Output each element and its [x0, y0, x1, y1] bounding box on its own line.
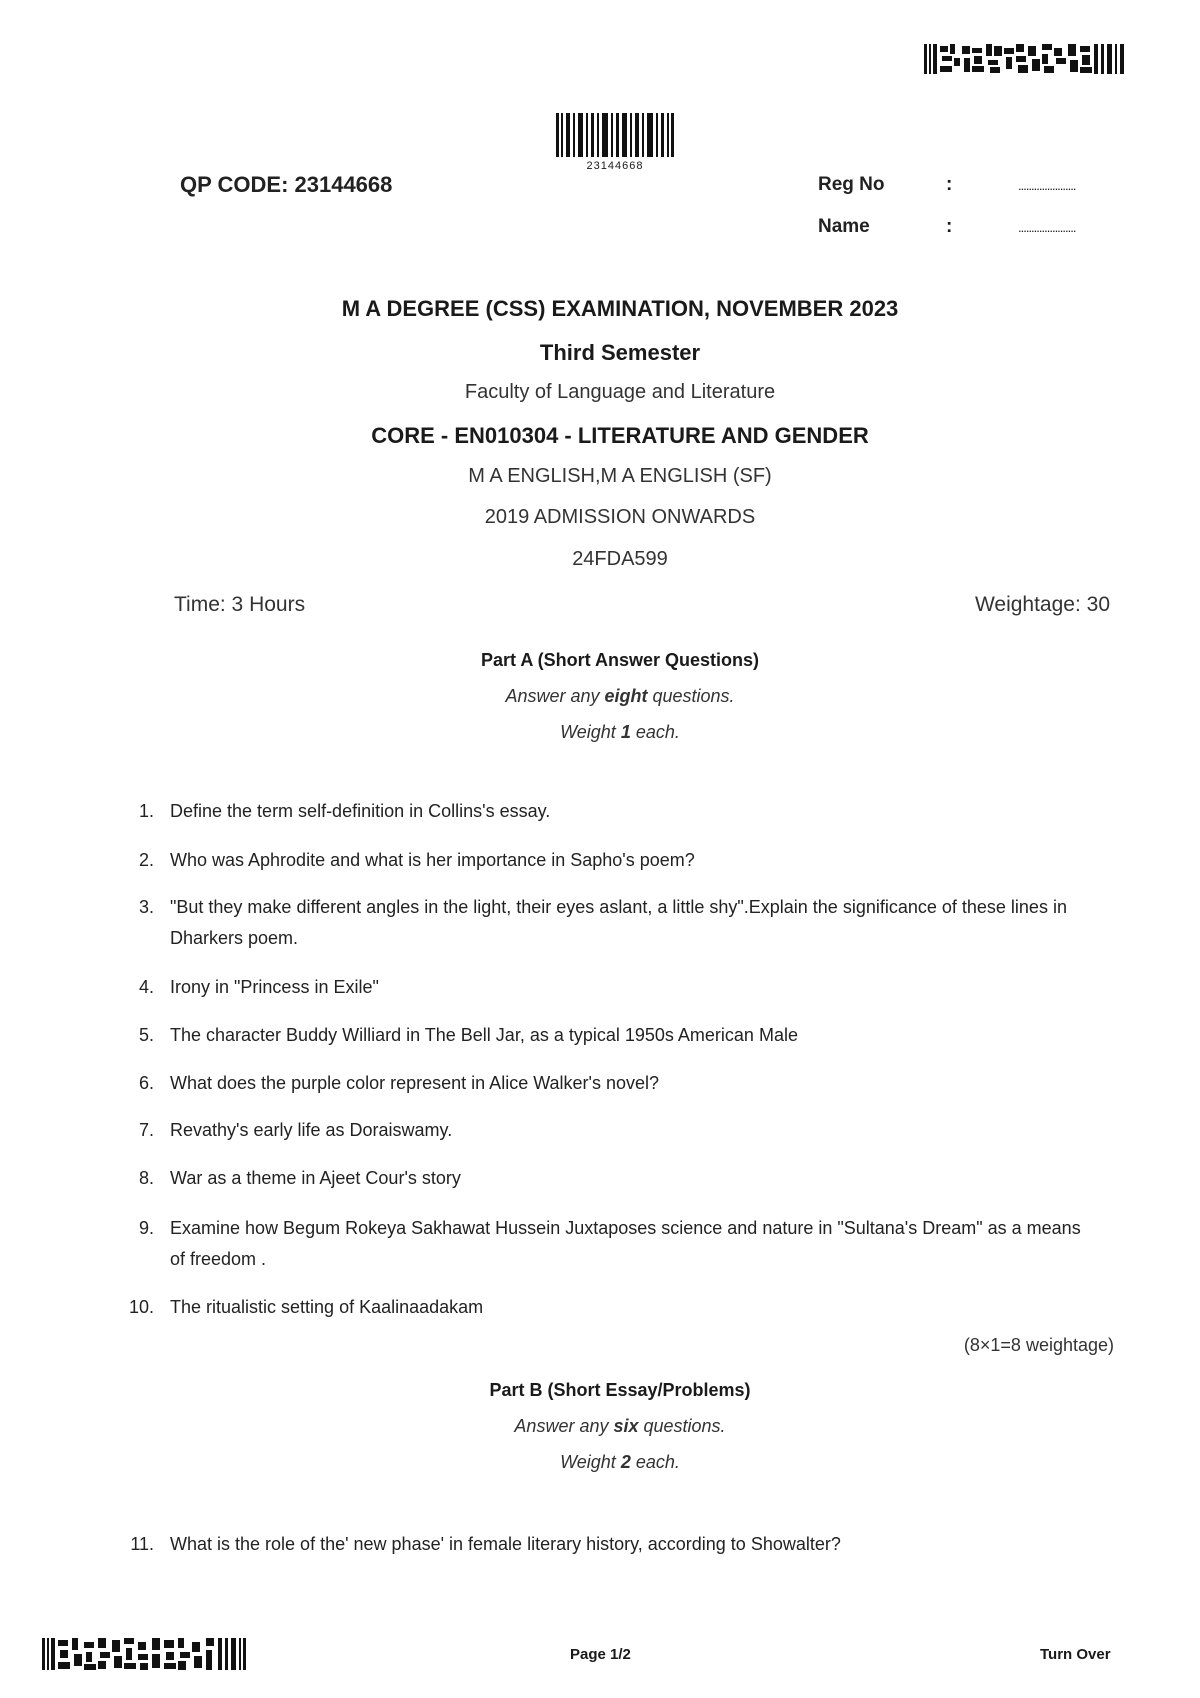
- question-text: Irony in "Princess in Exile": [170, 977, 379, 997]
- name-colon: :: [946, 216, 953, 237]
- semester: Third Semester: [539, 340, 701, 365]
- paper-code: 24FDA599: [572, 548, 668, 570]
- programme: M A ENGLISH,M A ENGLISH (SF): [468, 465, 772, 487]
- qp-code-barcode: [556, 113, 674, 157]
- question-number: 2.: [138, 850, 154, 870]
- question-number: 7.: [138, 1120, 154, 1140]
- bottom-left-barcode: [42, 1638, 246, 1670]
- part-b-weight: Weight 2 each.: [560, 1452, 680, 1472]
- question-number: 3.: [138, 897, 154, 917]
- question-text: Define the term self-definition in Collins's essay.: [170, 801, 551, 821]
- question-text: Examine how Begum Rokeya Sakhawat Hussein Juxtaposes science and nature in "Sultana's Dream" as a means of freedom .: [170, 1218, 1081, 1269]
- question-text: "But they make different angles in the light, their eyes aslant, a little shy".Explain the significance of these lines in Dharkers poem.: [170, 897, 1067, 948]
- question-number: 5.: [138, 1025, 154, 1045]
- name-label: Name: [818, 216, 870, 237]
- top-right-barcode: [924, 44, 1128, 74]
- question-text: War as a theme in Ajeet Cour's story: [170, 1168, 461, 1188]
- question-text: The ritualistic setting of Kaalinaadakam: [170, 1297, 484, 1317]
- total-weightage: Weightage: 30: [974, 593, 1110, 616]
- reg-no-label: Reg No: [818, 174, 885, 195]
- exam-title: M A DEGREE (CSS) EXAMINATION, NOVEMBER 2023: [341, 296, 899, 321]
- question-text: The character Buddy Williard in The Bell Jar, as a typical 1950s American Male: [170, 1025, 798, 1045]
- part-b-title: Part B (Short Essay/Problems): [489, 1380, 751, 1400]
- part-a-marks: (8×1=8 weightage): [963, 1335, 1114, 1355]
- question-text: What does the purple color represent in Alice Walker's novel?: [170, 1073, 660, 1093]
- part-a-instruction: Answer any eight questions.: [505, 686, 735, 706]
- time-allowed: Time: 3 Hours: [174, 593, 306, 616]
- part-b-instruction: Answer any six questions.: [514, 1416, 726, 1436]
- course-title: CORE - EN010304 - LITERATURE AND GENDER: [371, 423, 869, 448]
- part-a-title: Part A (Short Answer Questions): [480, 650, 760, 670]
- question-number: 10.: [128, 1297, 154, 1317]
- question-number: 9.: [138, 1218, 154, 1238]
- part-a-weight: Weight 1 each.: [560, 722, 680, 742]
- question-text: Who was Aphrodite and what is her importance in Sapho's poem?: [170, 850, 695, 870]
- question-text: What is the role of the' new phase' in female literary history, according to Showalter?: [170, 1534, 841, 1554]
- reg-no-field[interactable]: ......................: [1018, 178, 1076, 193]
- name-field[interactable]: ......................: [1018, 220, 1076, 235]
- qp-code: QP CODE: 23144668: [180, 172, 393, 197]
- reg-no-colon: :: [946, 174, 953, 195]
- question-number: 4.: [138, 977, 154, 997]
- question-number: 11.: [130, 1534, 154, 1554]
- barcode-number: 23144668: [586, 160, 644, 172]
- question-text: Revathy's early life as Doraiswamy.: [170, 1120, 453, 1140]
- turn-over: Turn Over: [1040, 1646, 1111, 1663]
- faculty: Faculty of Language and Literature: [464, 381, 776, 403]
- question-number: 6.: [138, 1073, 154, 1093]
- page-number: Page 1/2: [570, 1646, 631, 1663]
- admission: 2019 ADMISSION ONWARDS: [484, 506, 756, 528]
- question-number: 8.: [138, 1168, 154, 1188]
- question-number: 1.: [138, 801, 154, 821]
